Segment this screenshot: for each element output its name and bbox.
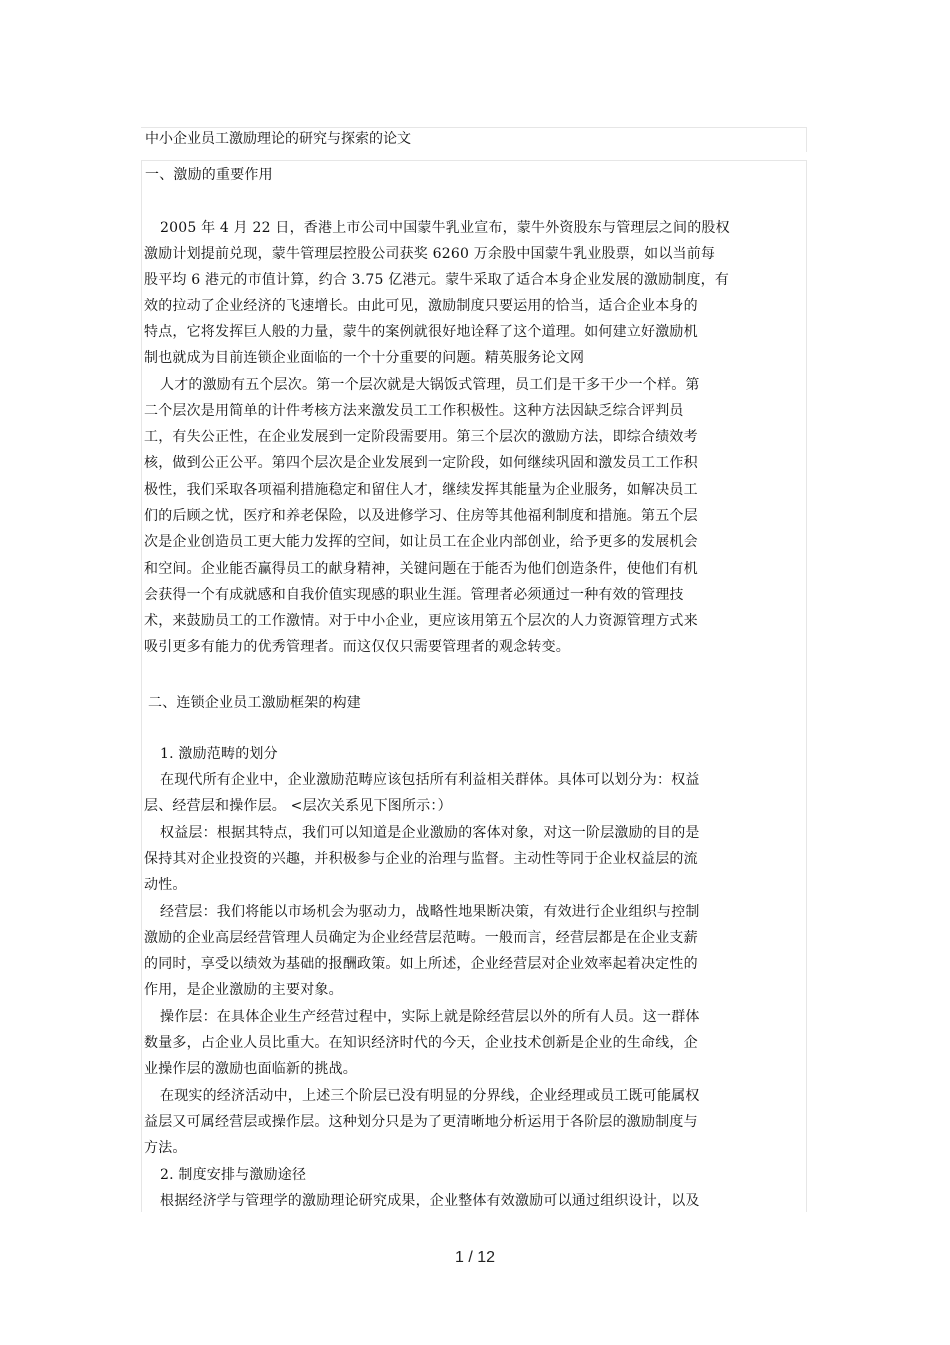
paragraph-line: 保持其对企业投资的兴趣，并积极参与企业的治理与监督。主动性等同于企业权益层的流 (144, 851, 698, 867)
paragraph-line: 根据经济学与管理学的激励理论研究成果，企业整体有效激励可以通过组织设计，以及 (160, 1193, 700, 1209)
content-frame (141, 160, 807, 1212)
document-title: 中小企业员工激励理论的研究与探索的论文 (145, 131, 411, 147)
paragraph-line: 制也就成为目前连锁企业面临的一个十分重要的问题。精英服务论文网 (144, 350, 585, 366)
paragraph-line: 的同时，享受以绩效为基础的报酬政策。如上所述，企业经营层对企业效率起着决定性的 (144, 956, 698, 972)
paragraph-line: 权益层：根据其特点，我们可以知道是企业激励的客体对象，对这一阶层激励的目的是 (160, 825, 700, 841)
paragraph-line: 极性，我们采取各项福利措施稳定和留住人才，继续发挥其能量为企业服务，如解决员工 (144, 482, 698, 498)
paragraph-line: 人才的激励有五个层次。第一个层次就是大锅饭式管理，员工们是干多干少一个样。第 (160, 377, 700, 393)
paragraph-line: 益层又可属经营层或操作层。这种划分只是为了更清晰地分析运用于各阶层的激励制度与 (144, 1114, 698, 1130)
paragraph-line: 股平均 6 港元的市值计算，约合 3.75 亿港元。蒙牛采取了适合本身企业发展的激励制度，有 (144, 272, 730, 288)
paragraph-line: 经营层：我们将能以市场机会为驱动力，战略性地果断决策，有效进行企业组织与控制 (160, 904, 700, 920)
paragraph-line: 2005 年 4 月 22 日，香港上市公司中国蒙牛乳业宣布，蒙牛外资股东与管理层之间的股权 (160, 220, 730, 236)
paragraph-line: 效的拉动了企业经济的飞速增长。由此可见，激励制度只要运用的恰当，适合企业本身的 (144, 298, 698, 314)
section-heading: 一、激励的重要作用 (145, 167, 273, 183)
paragraph-line: 操作层：在具体企业生产经营过程中，实际上就是除经营层以外的所有人员。这一群体 (160, 1009, 700, 1025)
paragraph-line: 业操作层的激励也面临新的挑战。 (144, 1061, 357, 1077)
subsection-heading: 1. 激励范畴的划分 (160, 746, 278, 762)
paragraph-line: 次是企业创造员工更大能力发挥的空间，如让员工在企业内部创业，给予更多的发展机会 (144, 534, 698, 550)
subsection-heading: 2. 制度安排与激励途径 (160, 1167, 307, 1183)
paragraph-line: 激励的企业高层经营管理人员确定为企业经营层范畴。一般而言，经营层都是在企业支薪 (144, 930, 698, 946)
paragraph-line: 层、经营层和操作层。 <层次关系见下图所示：） (144, 798, 452, 814)
paragraph-line: 方法。 (144, 1140, 187, 1156)
paragraph-line: 工，有失公正性，在企业发展到一定阶段需要用。第三个层次的激励方法，即综合绩效考 (144, 429, 698, 445)
paragraph-line: 动性。 (144, 877, 187, 893)
paragraph-line: 和空间。企业能否赢得员工的献身精神，关键问题在于能否为他们创造条件，使他们有机 (144, 561, 698, 577)
paragraph-line: 核，做到公正公平。第四个层次是企业发展到一定阶段，如何继续巩固和激发员工工作积 (144, 455, 698, 471)
paragraph-line: 会获得一个有成就感和自我价值实现感的职业生涯。管理者必须通过一种有效的管理技 (144, 587, 684, 603)
paragraph-line: 在现实的经济活动中，上述三个阶层已没有明显的分界线，企业经理或员工既可能属权 (160, 1088, 700, 1104)
section-heading: 二、连锁企业员工激励框架的构建 (148, 695, 361, 711)
paragraph-line: 激励计划提前兑现，蒙牛管理层控股公司获奖 6260 万余股中国蒙牛乳业股票，如以当前每 (144, 246, 716, 262)
paragraph-line: 特点，它将发挥巨人般的力量，蒙牛的案例就很好地诠释了这个道理。如何建立好激励机 (144, 324, 698, 340)
paragraph-line: 作用，是企业激励的主要对象。 (144, 982, 343, 998)
paragraph-line: 在现代所有企业中，企业激励范畴应该包括所有利益相关群体。具体可以划分为：权益 (160, 772, 700, 788)
page-number: 1 / 12 (454, 1249, 496, 1266)
paragraph-line: 数量多，占企业人员比重大。在知识经济时代的今天，企业技术创新是企业的生命线，企 (144, 1035, 698, 1051)
paragraph-line: 吸引更多有能力的优秀管理者。而这仅仅只需要管理者的观念转变。 (144, 639, 570, 655)
paragraph-line: 术，来鼓励员工的工作激情。对于中小企业，更应该用第五个层次的人力资源管理方式来 (144, 613, 698, 629)
paragraph-line: 二个层次是用简单的计件考核方法来激发员工工作积极性。这种方法因缺乏综合评判员 (144, 403, 684, 419)
paragraph-line: 们的后顾之忧，医疗和养老保险，以及进修学习、住房等其他福利制度和措施。第五个层 (144, 508, 698, 524)
